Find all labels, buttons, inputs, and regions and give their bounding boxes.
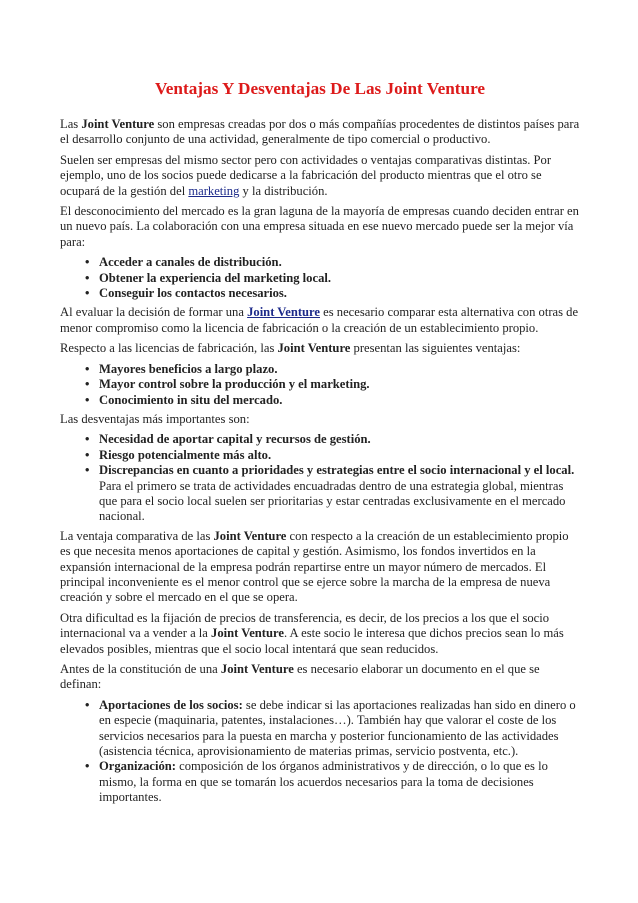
paragraph-text: son empresas creadas por dos o más compañías procedentes de distintos países para el desarrollo conjunto de una actividad, generalmente de tipo comercial o productivo.: [60, 117, 580, 147]
document-requirements-list: [60, 698, 580, 806]
paragraph-text: es necesario elaborar un documento en el que se definan:: [60, 662, 540, 692]
list-item-label: Aportaciones de los socios:: [99, 697, 243, 712]
paragraph-text: La ventaja comparativa de las: [60, 528, 214, 543]
paragraph-text: es necesario comparar esta alternativa con otras de menor compromiso como la licencia de fabricación o la creación de un establecimiento propio.: [60, 305, 579, 335]
bold-term: Joint Venture: [220, 662, 294, 676]
paragraph-transfer-prices: [60, 611, 580, 657]
list-item: [99, 698, 580, 760]
paragraph-text: con respecto a la creación de un establecimiento propio es que necesita menos aportaciones de capital y gestión. Asimismo, los fondos invertidos en la expansión internacional de la empresa podrán repartirse entre un mayor número de mercados. El principal inconveniente es el menor control que se ejerce sobre la marcha de la empresa de nueva creación y sobre el mercado en el que se opera.: [60, 528, 569, 605]
bold-term: Joint Venture: [277, 341, 351, 356]
list-item: • Mayor control sobre la producción y el marketing.: [99, 377, 580, 392]
list-item-text: Para el primero se trata de actividades encuadradas dentro de una estrategia global, mientras que para el socio local suelen ser prioritarias y estar centradas exclusivamente en el mercado nacional.: [99, 478, 566, 524]
paragraph-intro: [60, 117, 580, 148]
paragraph-text: Suelen ser empresas del mismo sector pero con actividades o ventajas comparativas distintas. Por ejemplo, uno de los socios puede dedicarse a la fabricación del producto mientras que el otro se ocupará de la gestión del: [60, 152, 552, 198]
document-body: [60, 79, 580, 810]
paragraph-text: Otra dificultad es la fijación de precios de transferencia, es decir, de los precios a los que el socio internacional va a vender a la: [60, 610, 550, 641]
advantages-access-list: [60, 255, 580, 301]
list-item: • Riesgo potencialmente más alto.: [99, 448, 580, 463]
list-item: • Conocimiento in situ del mercado.: [99, 393, 580, 408]
paragraph-text: . A este socio le interesa que dichos precios sean lo más elevados posibles, mientras que el socio local intentará que sean reducidos.: [60, 626, 564, 656]
paragraph-evaluate: [60, 305, 580, 336]
paragraph-text: presentan las siguientes ventajas:: [350, 341, 521, 356]
list-item: • Conseguir los contactos necesarios.: [99, 286, 580, 301]
disadvantages-list: [60, 432, 580, 524]
bold-term: Joint Venture: [213, 528, 287, 543]
list-item: • Necesidad de aportar capital y recursos de gestión.: [99, 432, 580, 447]
list-item: • Acceder a canales de distribución.: [99, 255, 580, 270]
list-item-label: Organización:: [99, 759, 176, 774]
list-item: • Obtener la experiencia del marketing local.: [99, 271, 580, 286]
paragraph-text: Respecto a las licencias de fabricación, las: [60, 341, 278, 356]
list-item-label: Discrepancias en cuanto a prioridades y estrategias entre el socio internacional y el local.: [99, 463, 575, 478]
paragraph-market: El desconocimiento del mercado es la gran laguna de la mayoría de empresas cuando deciden entrar en un nuevo país. La colaboración con una empresa situada en ese nuevo mercado puede ser la mejor vía para:: [60, 204, 579, 249]
bold-term: Joint Venture: [211, 626, 284, 641]
list-item: [99, 759, 580, 805]
list-item-text: se debe indicar si las aportaciones realizadas han sido en dinero o en especie (maquinaria, patentes, instalaciones…). También hay que valorar el coste de los servicios necesarios para la puesta en marcha y posterior funcionamiento de las actividades (asistencia técnica, aprovisionamiento de materias primas, servicio postventa, etc.).: [99, 697, 576, 759]
list-item: • Mayores beneficios a largo plazo.: [99, 362, 580, 377]
paragraph-text: Las: [60, 117, 82, 131]
marketing-link[interactable]: marketing: [188, 183, 240, 198]
paragraph-text: Antes de la constitución de una: [60, 662, 221, 676]
paragraph-text: y la distribución.: [239, 183, 328, 198]
paragraph-text: Al evaluar la decisión de formar una: [60, 305, 248, 320]
paragraph-comparative: [60, 529, 580, 606]
paragraph-constitution: [60, 662, 580, 693]
list-item-text: composición de los órganos administrativos y de dirección, o lo que es lo mismo, la forma en que se tomarán los acuerdos necesarios para la toma de decisiones importantes.: [99, 759, 548, 805]
paragraph-licenses: [60, 341, 580, 356]
page-title: Ventajas Y Desventajas De Las Joint Venture: [154, 79, 486, 98]
list-item: [99, 463, 580, 525]
paragraph-disadvantages: Las desventajas más importantes son:: [60, 411, 250, 426]
joint-venture-link[interactable]: Joint Venture: [247, 305, 320, 320]
paragraph-sector: [60, 153, 580, 199]
bold-term: Joint Venture: [81, 117, 155, 131]
advantages-list: [60, 362, 580, 408]
